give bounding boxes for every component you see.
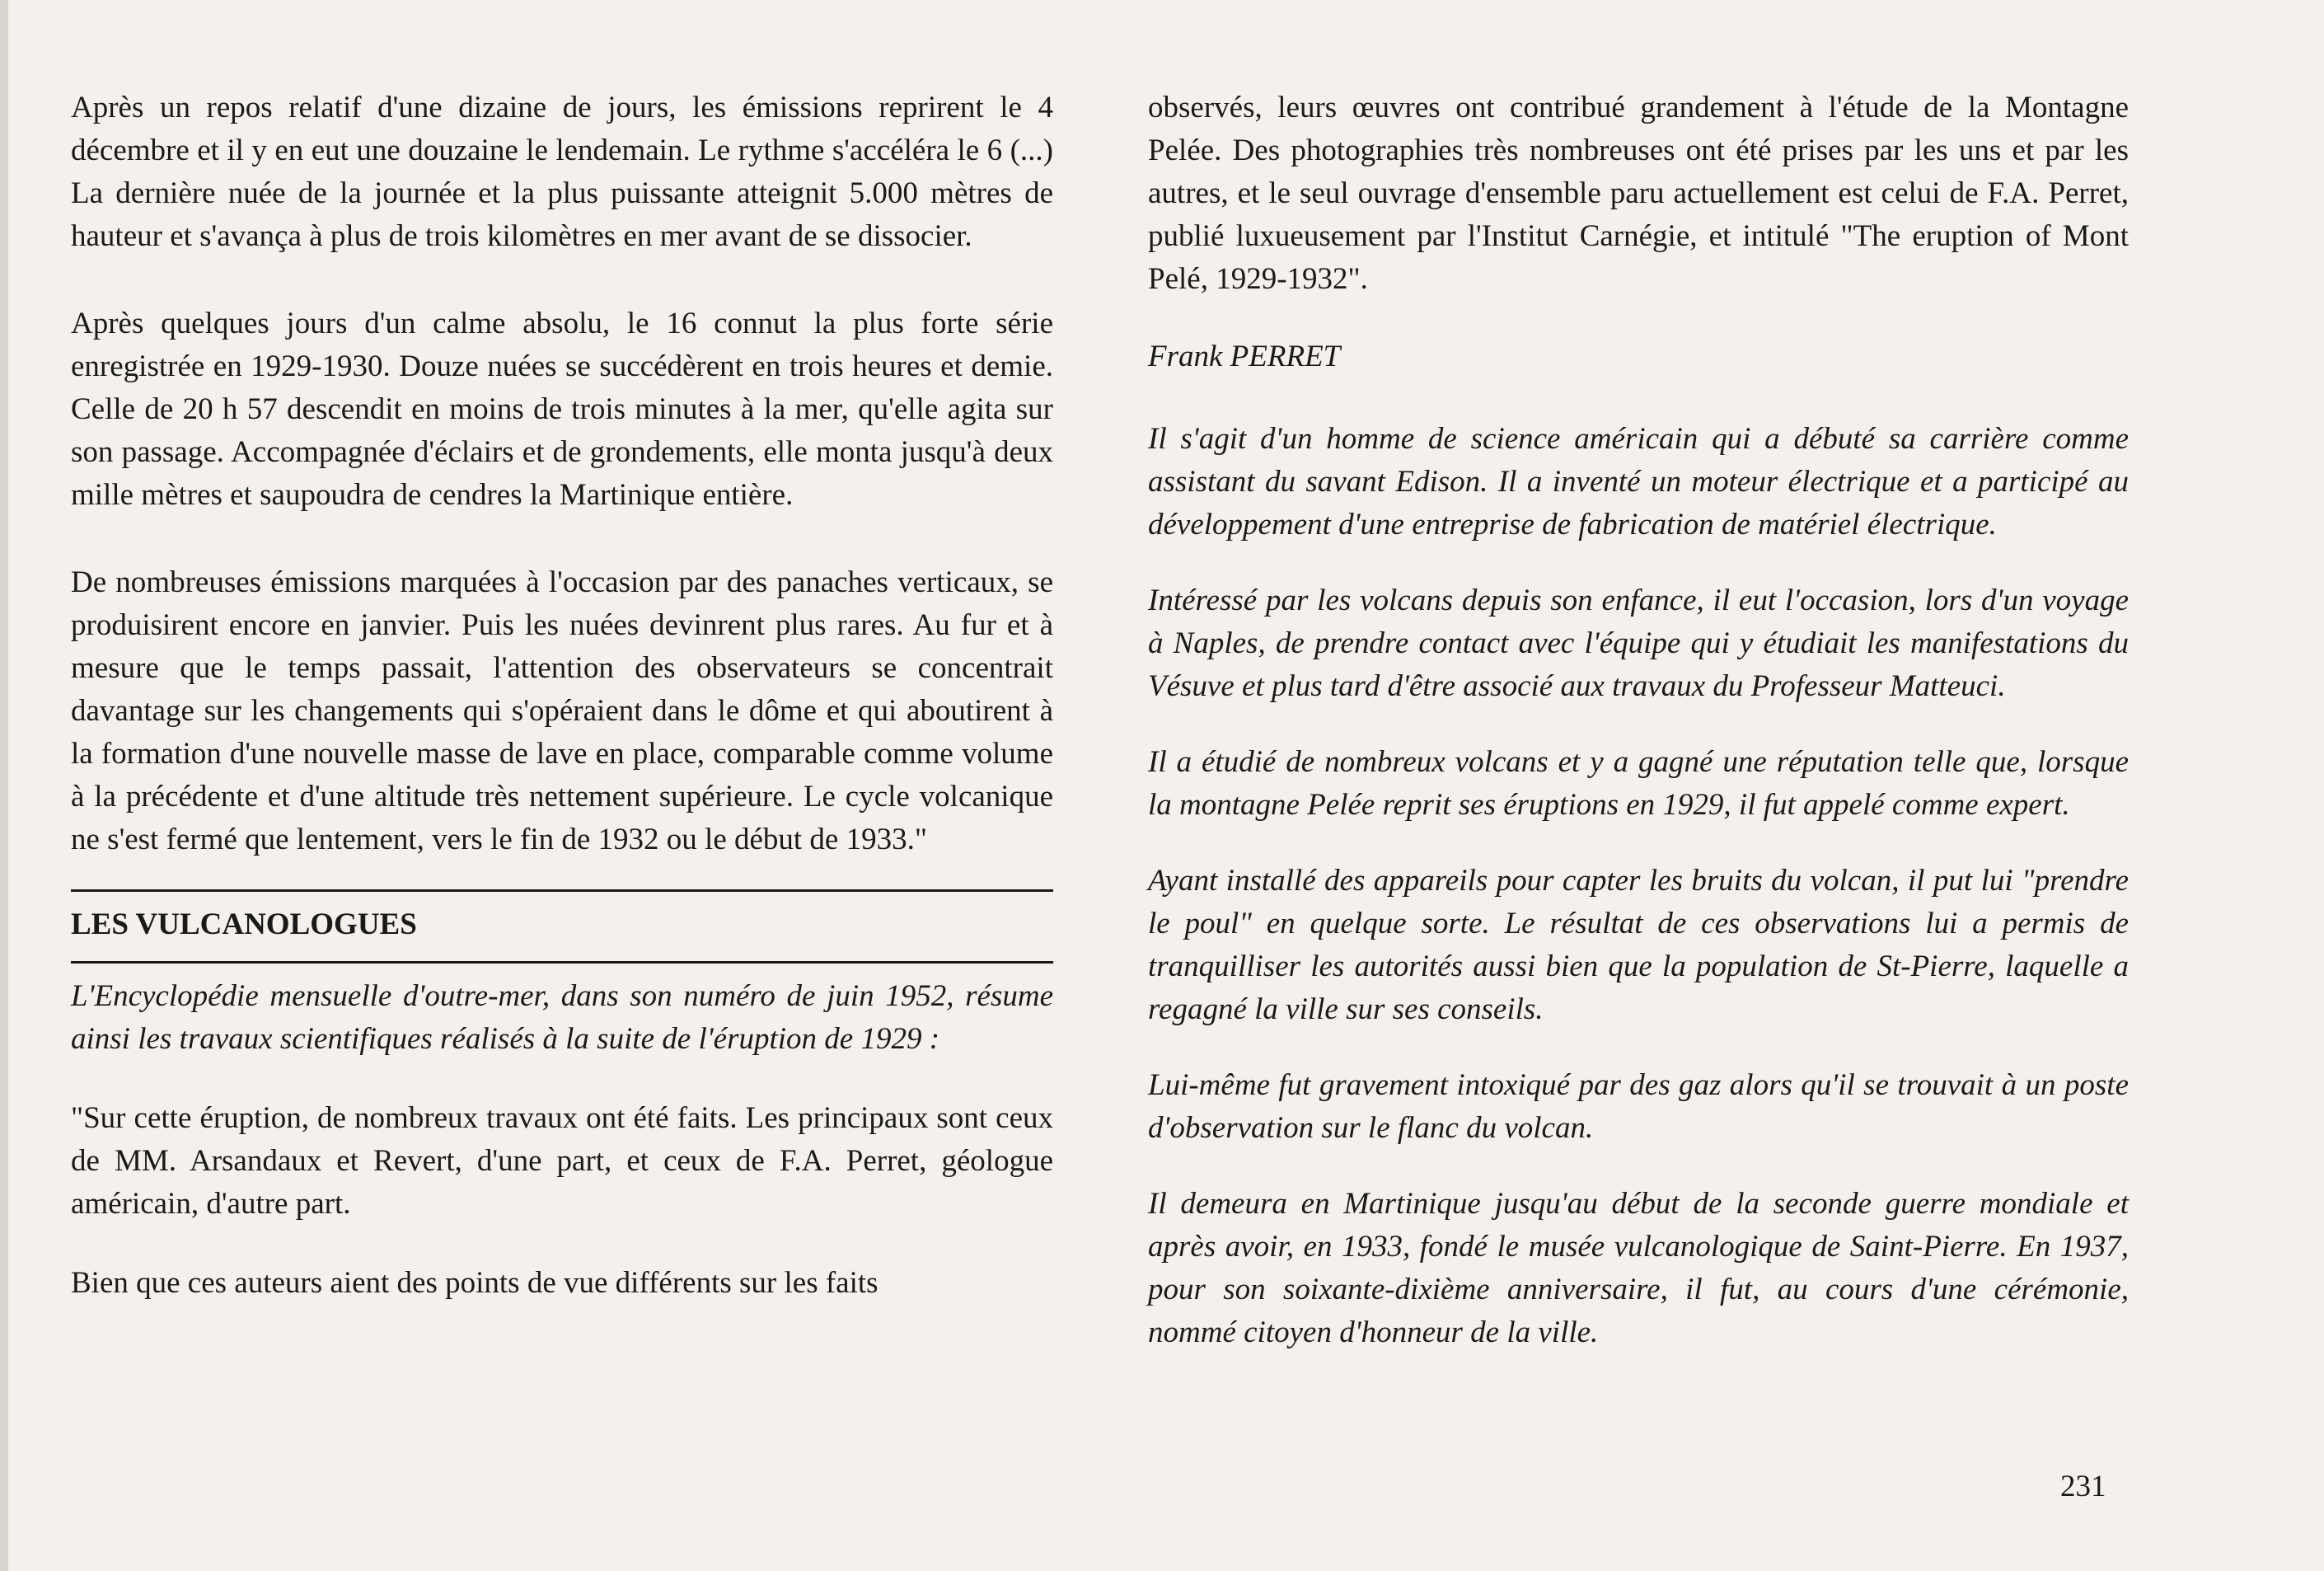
section-heading: LES VULCANOLOGUES <box>71 907 417 941</box>
page-number: 231 <box>2060 1470 2106 1503</box>
author-heading: Frank PERRET <box>1148 340 1341 373</box>
paragraph-works-contribution: observés, leurs œuvres ont contribué grandement à l'étude de la Montagne Pelée. Des photographies très nombreuses ont été prises par les uns et par les autres, et le seul ouvrage d'ensemble paru actuellement est celui de F.A. Perret, publié luxueusement par l'Institut Carnégie, et intitulé "The eruption of Mont Pelé, 1929-1932". <box>1148 91 2129 296</box>
paragraph-perret-expert: Il a étudié de nombreux volcans et y a gagné une réputation telle que, lorsque la montagne Pelée reprit ses éruptions en 1929, il fut appelé comme expert. <box>1148 745 2129 822</box>
paragraph-perret-career: Il s'agit d'un homme de science américain qui a débuté sa carrière comme assistant du savant Edison. Il a inventé un moteur électrique et a participé au développement d'une entreprise de fabrication de matériel électrique. <box>1148 422 2129 542</box>
paragraph-authors-views: Bien que ces auteurs aient des points de vue différents sur les faits <box>71 1266 879 1300</box>
right-column <box>1148 87 2129 1387</box>
section-rule-bottom <box>71 961 1053 964</box>
paragraph-strongest-series: Après quelques jours d'un calme absolu, le 16 connut la plus forte série enregistrée en 1929-1930. Douze nuées se succédèrent en trois heures et demie. Celle de 20 h 57 descendit en moins de trois minutes à la mer, qu'elle agita sur son passage. Accompagnée d'éclairs et de grondements, elle monta jusqu'à deux mille mètres et saupoudra de cendres la Martinique entière. <box>71 307 1053 512</box>
left-column <box>71 87 1053 1349</box>
page-edge <box>0 0 8 1571</box>
paragraph-perret-instruments: Ayant installé des appareils pour capter les bruits du volcan, il put lui "prendre le poul" en quelque sorte. Le résultat de ces observations lui a permis de tranquilliser les autorités aussi bien que la population de St-Pierre, laquelle a regagné la ville sur ses conseils. <box>1148 864 2129 1026</box>
paragraph-perret-naples: Intéressé par les volcans depuis son enfance, il eut l'occasion, lors d'un voyage à Naples, de prendre contact avec l'équipe qui y étudiait les manifestations du Vésuve et plus tard d'être associé aux travaux du Professeur Matteuci. <box>1148 584 2129 703</box>
paragraph-encyclopedie-intro: L'Encyclopédie mensuelle d'outre-mer, dans son numéro de juin 1952, résume ainsi les travaux scientifiques réalisés à la suite de l'éruption de 1929 : <box>71 979 1053 1056</box>
paragraph-lava-dome: De nombreuses émissions marquées à l'occasion par des panaches verticaux, se produisirent encore en janvier. Puis les nuées devinrent plus rares. Au fur et à mesure que le temps passait, l'attention des observateurs se concentrait davantage sur les changements qui s'opéraient dans le dôme et qui aboutirent à la formation d'une nouvelle masse de lave en place, comparable comme volume à la précédente et d'une altitude très nettement supérieure. Le cycle volcanique ne s'est fermé que lentement, vers le fin de 1932 ou le début de 1933." <box>71 565 1053 856</box>
paragraph-perret-museum: Il demeura en Martinique jusqu'au début de la seconde guerre mondiale et après avoir, en 1933, fondé le musée vulcanologique de Saint-Pierre. En 1937, pour son soixante-dixième anniversaire, il fut, au cours d'une cérémonie, nommé citoyen d'honneur de la ville. <box>1148 1187 2129 1349</box>
paragraph-perret-intoxicated: Lui-même fut gravement intoxiqué par des gaz alors qu'il se trouvait à un poste d'observation sur le flanc du volcan. <box>1148 1068 2129 1145</box>
paragraph-eruption-december: Après un repos relatif d'une dizaine de jours, les émissions reprirent le 4 décembre et il y en eut une douzaine le lendemain. Le rythme s'accéléra le 6 (...) La dernière nuée de la journée et la plus puissante atteignit 5.000 mètres de hauteur et s'avança à plus de trois kilomètres en mer avant de se dissocier. <box>71 91 1053 253</box>
paragraph-principal-works: "Sur cette éruption, de nombreux travaux ont été faits. Les principaux sont ceux de MM. Arsandaux et Revert, d'une part, et ceux de F.A. Perret, géologue américain, d'autre part. <box>71 1101 1053 1221</box>
